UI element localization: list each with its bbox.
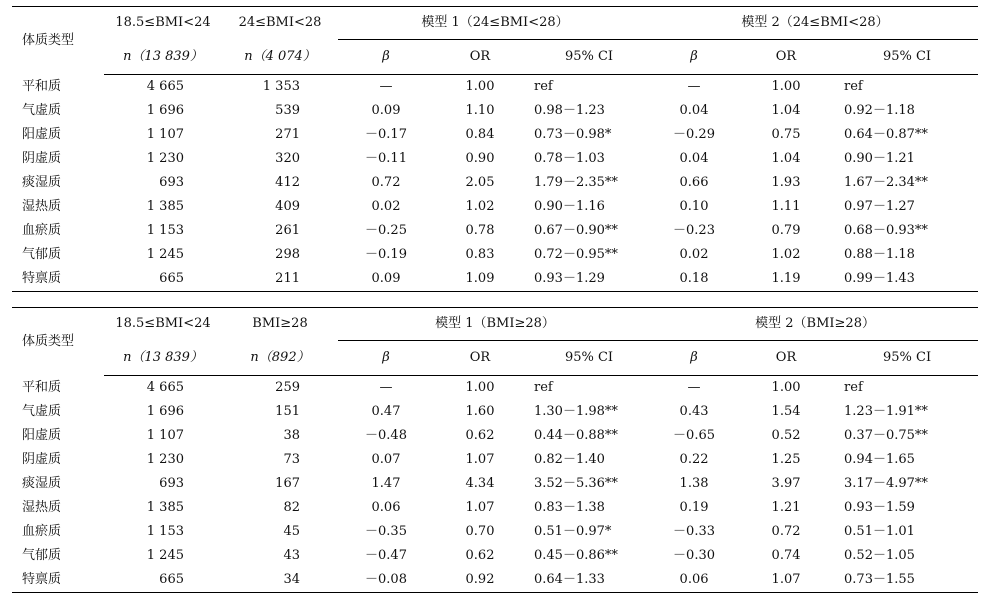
comparison-bmi-count-cell: 82: [283, 500, 300, 515]
model2-ci-cell: 0.64－0.87**: [844, 127, 928, 142]
header-m1-beta: β: [338, 40, 434, 75]
table-row: [12, 219, 978, 243]
comparison-bmi-count-cell: 73: [283, 452, 300, 467]
table-row: [12, 123, 978, 147]
model2-beta-cell: 0.02: [679, 247, 709, 262]
model2-beta-cell: －0.23: [673, 223, 715, 238]
table-row: [12, 448, 978, 472]
model1-or-cell: 0.62: [465, 548, 495, 563]
constitution-type-cell: 阴虚质: [22, 151, 62, 166]
model1-or-cell: 0.92: [434, 568, 526, 593]
constitution-type-cell: 气郁质: [22, 247, 62, 262]
model1-ci-cell: 0.78－1.03: [534, 151, 605, 166]
constitution-type-cell: 气虚质: [22, 103, 62, 118]
model1-beta-cell: 1.47: [371, 476, 401, 491]
normal-bmi-count-cell: 1 696: [146, 404, 184, 419]
normal-bmi-count-cell: 1 230: [146, 151, 184, 166]
comparison-bmi-count-cell: 409: [275, 199, 300, 214]
model1-beta-cell: 0.06: [371, 500, 401, 515]
model2-beta-cell: 0.18: [652, 267, 736, 292]
model2-or-cell: 1.04: [771, 151, 801, 166]
model2-or-cell: 1.04: [771, 103, 801, 118]
model1-ci-cell: 1.79－2.35**: [534, 175, 618, 190]
model1-beta-cell: 0.72: [371, 175, 401, 190]
model1-ci-cell: 3.52－5.36**: [534, 476, 618, 491]
model2-beta-cell: 0.19: [679, 500, 709, 515]
normal-bmi-count-cell: 4 665: [146, 79, 184, 94]
model2-ci-cell: 0.51－1.01: [844, 524, 915, 539]
model2-or-cell: 0.79: [771, 223, 801, 238]
table-row: [12, 171, 978, 195]
header-obese-bmi: BMI≥28: [222, 308, 338, 341]
model1-or-cell: 1.02: [465, 199, 495, 214]
table-row: [12, 267, 978, 292]
model1-or-cell: 0.90: [465, 151, 495, 166]
model2-or-cell: 0.52: [771, 428, 801, 443]
header-m2-ci: 95% CI: [836, 40, 978, 75]
model1-or-cell: 1.07: [465, 452, 495, 467]
constitution-type-cell: 平和质: [22, 78, 62, 94]
model1-or-cell: 1.00: [465, 79, 495, 94]
model1-ci-cell: ref: [534, 79, 553, 94]
model2-beta-cell: 0.43: [679, 404, 709, 419]
constitution-type-cell: 阳虚质: [22, 428, 62, 443]
model1-or-cell: 0.78: [465, 223, 495, 238]
model1-or-cell: 0.84: [465, 127, 495, 142]
model2-ci-cell: 0.93－1.59: [844, 500, 915, 515]
header-m2-beta: β: [652, 341, 736, 376]
model2-or-cell: 0.75: [771, 127, 801, 142]
comparison-bmi-count-cell: 43: [283, 548, 300, 563]
model1-beta-cell: －0.08: [338, 568, 434, 593]
model2-ci-cell: 0.68－0.93**: [844, 223, 928, 238]
model1-beta-cell: 0.09: [371, 103, 401, 118]
header-m1-ci: 95% CI: [526, 341, 652, 376]
normal-bmi-count-cell: 1 230: [146, 452, 184, 467]
model1-ci-cell: 0.44－0.88**: [534, 428, 618, 443]
comparison-bmi-count-cell: 45: [283, 524, 300, 539]
comparison-bmi-count-cell: 539: [275, 103, 300, 118]
table-row: [12, 376, 978, 401]
model2-beta-cell: 1.38: [679, 476, 709, 491]
constitution-type-cell: 平和质: [22, 379, 62, 395]
normal-bmi-count-cell: 4 665: [146, 380, 184, 395]
table-row: [12, 424, 978, 448]
header-m2-or: OR: [736, 40, 836, 75]
header-model-2: 模型 2（24≤BMI<28）: [652, 7, 978, 40]
header-obese-n: n（892）: [222, 341, 338, 376]
model1-beta-cell: —: [379, 79, 393, 94]
constitution-type-cell: 湿热质: [22, 199, 62, 214]
comparison-bmi-count-cell: 271: [275, 127, 300, 142]
model2-or-cell: 1.25: [771, 452, 801, 467]
model1-beta-cell: －0.19: [365, 247, 407, 262]
table-row: [12, 520, 978, 544]
model2-or-cell: 1.54: [771, 404, 801, 419]
model1-ci-cell: 1.30－1.98**: [534, 404, 618, 419]
model1-or-cell: 0.70: [465, 524, 495, 539]
model2-beta-cell: 0.22: [679, 452, 709, 467]
model2-ci-cell: 3.17－4.97**: [844, 476, 928, 491]
header-model-1: 模型 1（BMI≥28）: [338, 308, 652, 341]
model2-ci-cell: 0.52－1.05: [844, 548, 915, 563]
model1-beta-cell: 0.07: [371, 452, 401, 467]
model2-or-cell: 1.07: [736, 568, 836, 593]
model2-or-cell: 3.97: [771, 476, 801, 491]
header-m2-beta: β: [652, 40, 736, 75]
model1-beta-cell: －0.47: [365, 548, 407, 563]
model2-beta-cell: 0.06: [652, 568, 736, 593]
model2-or-cell: 1.00: [771, 380, 801, 395]
normal-bmi-count-cell: 693: [159, 476, 184, 491]
model1-beta-cell: 0.02: [371, 199, 401, 214]
bmi-24-28-table: [12, 6, 978, 292]
comparison-bmi-count-cell: 38: [283, 428, 300, 443]
model1-beta-cell: －0.25: [365, 223, 407, 238]
normal-bmi-count-cell: 665: [104, 568, 222, 593]
constitution-type-cell: 气虚质: [22, 404, 62, 419]
model2-or-cell: 0.72: [771, 524, 801, 539]
model2-ci-cell: 0.73－1.55: [836, 568, 978, 593]
model1-ci-cell: 0.93－1.29: [526, 267, 652, 292]
constitution-type-cell: 特禀质: [12, 568, 104, 593]
constitution-type-cell: 阴虚质: [22, 452, 62, 467]
model1-ci-cell: 0.72－0.95**: [534, 247, 618, 262]
model1-or-cell: 0.83: [465, 247, 495, 262]
model1-beta-cell: —: [379, 380, 393, 395]
table-row: [12, 99, 978, 123]
header-m2-ci: 95% CI: [836, 341, 978, 376]
normal-bmi-count-cell: 1 385: [146, 500, 184, 515]
model2-ci-cell: 0.97－1.27: [844, 199, 915, 214]
model1-or-cell: 1.60: [465, 404, 495, 419]
comparison-bmi-count-cell: 298: [275, 247, 300, 262]
constitution-type-cell: 阳虚质: [22, 127, 62, 142]
model2-beta-cell: —: [687, 79, 701, 94]
normal-bmi-count-cell: 1 245: [146, 548, 184, 563]
model1-beta-cell: －0.11: [365, 151, 407, 166]
constitution-type-cell: 气郁质: [22, 548, 62, 563]
header-overweight-n: n（4 074）: [222, 40, 338, 75]
constitution-type-cell: 痰湿质: [22, 175, 62, 190]
model1-ci-cell: 0.82－1.40: [534, 452, 605, 467]
model2-or-cell: 1.19: [736, 267, 836, 292]
model2-beta-cell: —: [687, 380, 701, 395]
model1-ci-cell: 0.67－0.90**: [534, 223, 618, 238]
normal-bmi-count-cell: 1 107: [146, 127, 184, 142]
model2-ci-cell: 0.90－1.21: [844, 151, 915, 166]
model1-beta-cell: －0.48: [365, 428, 407, 443]
normal-bmi-count-cell: 1 153: [146, 524, 184, 539]
model2-ci-cell: 0.99－1.43: [836, 267, 978, 292]
model2-or-cell: 1.11: [771, 199, 801, 214]
model2-ci-cell: 1.23－1.91**: [844, 404, 928, 419]
comparison-bmi-count-cell: 320: [275, 151, 300, 166]
header-m1-ci: 95% CI: [526, 40, 652, 75]
constitution-type-cell: 血瘀质: [22, 223, 62, 238]
table-row: [12, 568, 978, 593]
model1-ci-cell: 0.51－0.97*: [534, 524, 612, 539]
model2-or-cell: 1.02: [771, 247, 801, 262]
model1-ci-cell: 0.45－0.86**: [534, 548, 618, 563]
comparison-bmi-count-cell: 167: [275, 476, 300, 491]
model1-or-cell: 2.05: [465, 175, 495, 190]
model2-beta-cell: 0.66: [679, 175, 709, 190]
normal-bmi-count-cell: 1 153: [146, 223, 184, 238]
constitution-type-cell: 痰湿质: [22, 476, 62, 491]
table-row: [12, 496, 978, 520]
comparison-bmi-count-cell: 261: [275, 223, 300, 238]
model2-beta-cell: －0.65: [673, 428, 715, 443]
model2-ci-cell: ref: [844, 79, 863, 94]
model2-or-cell: 1.93: [771, 175, 801, 190]
model1-beta-cell: －0.17: [365, 127, 407, 142]
normal-bmi-count-cell: 1 245: [146, 247, 184, 262]
table-row: [12, 195, 978, 219]
header-normal-n: n（13 839）: [104, 40, 222, 75]
bmi-28-plus-table: [12, 307, 978, 593]
header-normal-n: n（13 839）: [104, 341, 222, 376]
model2-beta-cell: 0.04: [679, 103, 709, 118]
normal-bmi-count-cell: 665: [104, 267, 222, 292]
comparison-bmi-count-cell: 151: [275, 404, 300, 419]
model1-or-cell: 0.62: [465, 428, 495, 443]
header-normal-bmi: 18.5≤BMI<24: [104, 7, 222, 40]
model1-ci-cell: 0.83－1.38: [534, 500, 605, 515]
normal-bmi-count-cell: 693: [159, 175, 184, 190]
comparison-bmi-count-cell: 34: [222, 568, 338, 593]
model2-ci-cell: 0.94－1.65: [844, 452, 915, 467]
constitution-type-cell: 湿热质: [22, 500, 62, 515]
model2-beta-cell: －0.30: [673, 548, 715, 563]
model2-ci-cell: ref: [844, 380, 863, 395]
comparison-bmi-count-cell: 259: [275, 380, 300, 395]
model1-beta-cell: －0.35: [365, 524, 407, 539]
model1-beta-cell: 0.47: [371, 404, 401, 419]
header-model-2: 模型 2（BMI≥28）: [652, 308, 978, 341]
model2-or-cell: 1.00: [771, 79, 801, 94]
model2-beta-cell: －0.29: [673, 127, 715, 142]
model2-beta-cell: 0.10: [679, 199, 709, 214]
table-row: [12, 544, 978, 568]
comparison-bmi-count-cell: 1 353: [262, 79, 300, 94]
normal-bmi-count-cell: 1 107: [146, 428, 184, 443]
model1-or-cell: 1.10: [465, 103, 495, 118]
constitution-type-cell: 特禀质: [12, 267, 104, 292]
table-row: [12, 243, 978, 267]
model1-beta-cell: 0.09: [338, 267, 434, 292]
model2-beta-cell: －0.33: [673, 524, 715, 539]
model1-or-cell: 4.34: [465, 476, 495, 491]
header-m2-or: OR: [736, 341, 836, 376]
table-row: [12, 400, 978, 424]
header-m1-or: OR: [434, 341, 526, 376]
model2-ci-cell: 0.92－1.18: [844, 103, 915, 118]
table-row: [12, 147, 978, 171]
comparison-bmi-count-cell: 412: [275, 175, 300, 190]
model2-ci-cell: 0.88－1.18: [844, 247, 915, 262]
model2-ci-cell: 0.37－0.75**: [844, 428, 928, 443]
table-row: [12, 75, 978, 100]
model1-ci-cell: 0.90－1.16: [534, 199, 605, 214]
header-model-1: 模型 1（24≤BMI<28）: [338, 7, 652, 40]
model1-or-cell: 1.09: [434, 267, 526, 292]
model1-or-cell: 1.07: [465, 500, 495, 515]
model2-or-cell: 1.21: [771, 500, 801, 515]
comparison-bmi-count-cell: 211: [222, 267, 338, 292]
header-m1-or: OR: [434, 40, 526, 75]
model2-beta-cell: 0.04: [679, 151, 709, 166]
model1-ci-cell: 0.98－1.23: [534, 103, 605, 118]
table-row: [12, 472, 978, 496]
header-constitution-type: 体质类型: [12, 308, 104, 376]
model1-or-cell: 1.00: [465, 380, 495, 395]
header-normal-bmi: 18.5≤BMI<24: [104, 308, 222, 341]
header-m1-beta: β: [338, 341, 434, 376]
header-overweight-bmi: 24≤BMI<28: [222, 7, 338, 40]
header-constitution-type: 体质类型: [12, 7, 104, 75]
model2-ci-cell: 1.67－2.34**: [844, 175, 928, 190]
normal-bmi-count-cell: 1 696: [146, 103, 184, 118]
model1-ci-cell: 0.64－1.33: [526, 568, 652, 593]
normal-bmi-count-cell: 1 385: [146, 199, 184, 214]
model2-or-cell: 0.74: [771, 548, 801, 563]
model1-ci-cell: ref: [534, 380, 553, 395]
constitution-type-cell: 血瘀质: [22, 524, 62, 539]
model1-ci-cell: 0.73－0.98*: [534, 127, 612, 142]
